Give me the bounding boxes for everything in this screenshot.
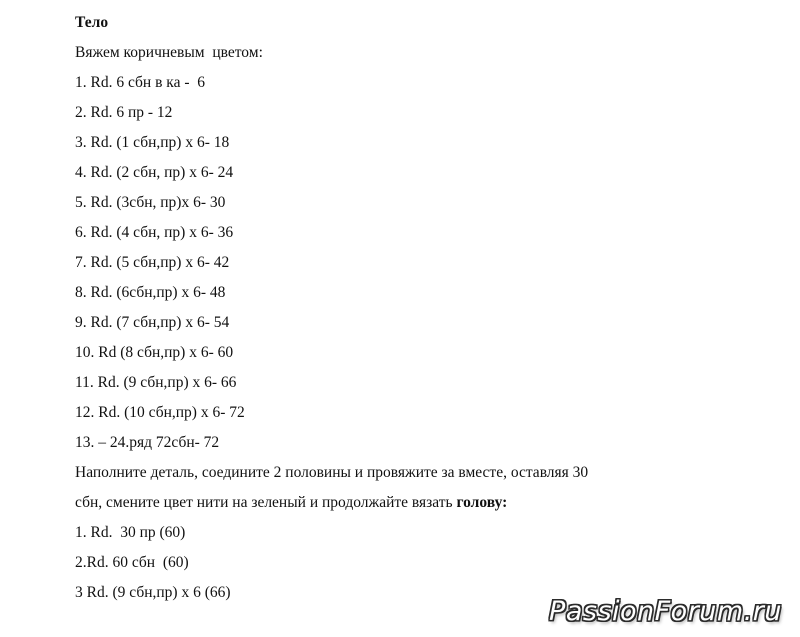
intro-text: Вяжем коричневым цветом: [75, 44, 263, 61]
row-line: 12. Rd. (10 сбн,пр) х 6- 72 [75, 404, 245, 421]
row-line: 3. Rd. (1 сбн,пр) х 6- 18 [75, 134, 230, 151]
paragraph-bold-word: голову: [456, 494, 508, 511]
row-line: 11. Rd. (9 сбн,пр) х 6- 66 [75, 374, 237, 391]
row-line: 13. – 24.ряд 72сбн- 72 [75, 434, 220, 451]
row-line: 5. Rd. (3сбн, пр)х 6- 30 [75, 194, 226, 211]
row-line: 6. Rd. (4 сбн, пр) х 6- 36 [75, 224, 234, 241]
row-line: 2. Rd. 6 пр - 12 [75, 104, 173, 121]
watermark-logo: PassionForum.ru [549, 596, 782, 627]
body-rows-list [75, 68, 775, 458]
row-line: 4. Rd. (2 сбн, пр) х 6- 24 [75, 164, 234, 181]
head-row-line: 1. Rd. 30 пр (60) [75, 524, 186, 541]
row-line: 9. Rd. (7 сбн,пр) х 6- 54 [75, 314, 230, 331]
row-line: 1. Rd. 6 сбн в ка - 6 [75, 74, 205, 91]
paragraph-line: Наполните деталь, соедините 2 половины и провяжите за вместе, оставляя 30 [75, 464, 589, 481]
document-page [75, 8, 775, 608]
row-line: 10. Rd (8 сбн,пр) х 6- 60 [75, 344, 234, 361]
row-line: 7. Rd. (5 сбн,пр) х 6- 42 [75, 254, 230, 271]
head-row-line: 2.Rd. 60 сбн (60) [75, 554, 189, 571]
head-rows-list [75, 518, 775, 608]
section-title: Тело [75, 14, 109, 31]
paragraph-text: сбн, смените цвет нити на зеленый и продолжайте вязать [75, 494, 457, 511]
paragraph-line [75, 488, 775, 518]
head-row-line: 3 Rd. (9 сбн,пр) х 6 (66) [75, 584, 231, 601]
row-line: 8. Rd. (6сбн,пр) х 6- 48 [75, 284, 226, 301]
